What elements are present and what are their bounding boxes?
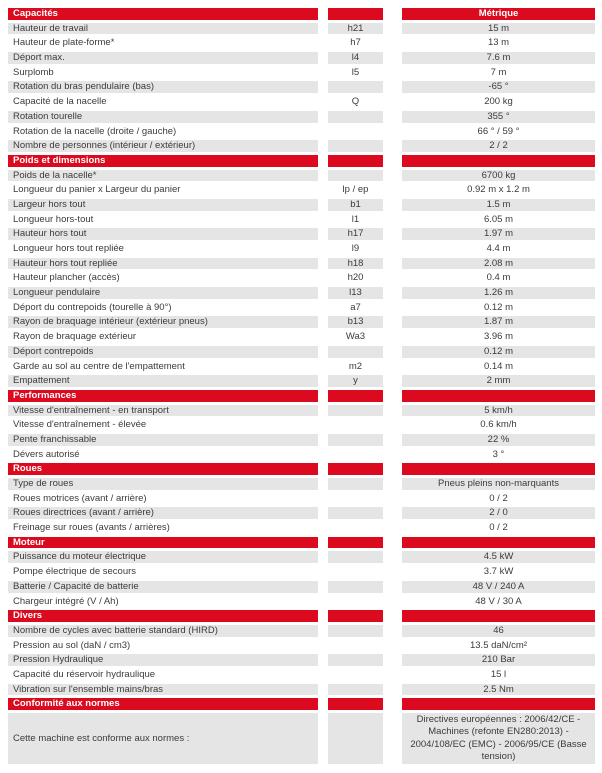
spec-label-cell: Garde au sol au centre de l'empattement xyxy=(13,360,185,372)
spec-row xyxy=(8,23,595,35)
spec-code-cell xyxy=(328,419,383,431)
spec-row xyxy=(8,243,595,255)
section-title: Poids et dimensions xyxy=(8,155,318,167)
spec-label-cell: Vibration sur l'ensemble mains/bras xyxy=(8,684,318,696)
spec-label-cell: Roues directrices (avant / arrière) xyxy=(8,507,318,519)
spec-value-cell: 2.5 Nm xyxy=(402,684,595,696)
spec-label-cell: Empattement xyxy=(8,375,318,387)
spec-row xyxy=(8,258,595,270)
spec-value-cell: Pneus pleins non-marquants xyxy=(402,478,595,490)
spec-value-cell: 1.26 m xyxy=(402,287,595,299)
section-header-row xyxy=(8,8,595,20)
spec-label-cell: Rotation de la nacelle (droite / gauche) xyxy=(13,125,177,137)
spec-row xyxy=(8,126,595,138)
spec-label-cell: Capacité de la nacelle xyxy=(13,96,107,108)
spec-row xyxy=(8,596,595,608)
section-title: Divers xyxy=(8,610,318,622)
spec-row xyxy=(8,214,595,226)
section-header-code-cell xyxy=(328,610,383,622)
spec-code-cell: h17 xyxy=(328,228,383,240)
spec-value-cell: 2.08 m xyxy=(402,258,595,270)
spec-label-cell: Dévers autorisé xyxy=(13,448,80,460)
section-header-code-cell xyxy=(328,537,383,549)
section-header-row xyxy=(8,390,595,402)
spec-value-cell: 15 m xyxy=(402,23,595,35)
spec-label-cell: Chargeur intégré (V / Ah) xyxy=(13,595,119,607)
spec-row xyxy=(8,507,595,519)
spec-label-cell: Hauteur de plate-forme* xyxy=(13,37,115,49)
spec-code-cell xyxy=(328,566,383,578)
spec-row xyxy=(8,419,595,431)
spec-row xyxy=(8,478,595,490)
spec-row xyxy=(8,331,595,343)
section-header-row xyxy=(8,155,595,167)
section-header-value-cell xyxy=(402,390,595,402)
spec-code-cell: b13 xyxy=(328,316,383,328)
spec-value-cell: 22 % xyxy=(402,434,595,446)
spec-label-cell: Déport max. xyxy=(8,52,318,64)
spec-code-cell xyxy=(328,713,383,764)
spec-row xyxy=(8,713,595,764)
spec-value-cell: 48 V / 30 A xyxy=(475,595,522,607)
spec-value-cell: 1.5 m xyxy=(402,199,595,211)
spec-code-cell xyxy=(328,596,383,608)
section-header-row xyxy=(8,463,595,475)
spec-row xyxy=(8,640,595,652)
spec-value-cell: 48 V / 240 A xyxy=(402,581,595,593)
spec-row xyxy=(8,654,595,666)
spec-label-cell: Hauteur plancher (accès) xyxy=(13,272,120,284)
spec-code-cell xyxy=(328,111,383,123)
spec-value-cell: 0.6 km/h xyxy=(480,419,517,431)
section-header-code-cell xyxy=(328,463,383,475)
spec-value-cell: 3.96 m xyxy=(483,331,514,343)
spec-label-cell: Pression Hydraulique xyxy=(8,654,318,666)
spec-row xyxy=(8,493,595,505)
spec-value-cell: 5 km/h xyxy=(402,405,595,417)
spec-row xyxy=(8,52,595,64)
spec-code-cell xyxy=(328,507,383,519)
spec-code-cell xyxy=(328,581,383,593)
spec-label-cell: Type de roues xyxy=(8,478,318,490)
spec-value-cell: 0 / 2 xyxy=(489,522,508,534)
spec-value-cell: 66 ° / 59 ° xyxy=(477,125,520,137)
spec-label-cell: Freinage sur roues (avants / arrières) xyxy=(13,522,170,534)
spec-value-cell: 7.6 m xyxy=(402,52,595,64)
spec-label-cell: Batterie / Capacité de batterie xyxy=(8,581,318,593)
spec-value-cell: 0.12 m xyxy=(402,346,595,358)
spec-row xyxy=(8,375,595,387)
spec-value-cell: 355 ° xyxy=(402,111,595,123)
spec-label-cell: Largeur hors tout xyxy=(8,199,318,211)
spec-code-cell: b1 xyxy=(328,199,383,211)
spec-label-cell: Vitesse d'entraînement - élevée xyxy=(13,419,147,431)
spec-code-cell xyxy=(328,170,383,182)
spec-label-cell: Longueur hors-tout xyxy=(13,213,94,225)
spec-value-cell: 0.4 m xyxy=(486,272,511,284)
spec-label-cell: Pression au sol (daN / cm3) xyxy=(13,639,131,651)
spec-value-cell: 0.14 m xyxy=(483,360,514,372)
spec-code-cell: h20 xyxy=(347,272,364,284)
value-column-header: Métrique xyxy=(402,8,595,20)
section-title: Conformité aux normes xyxy=(8,698,318,710)
spec-label-cell: Hauteur hors tout xyxy=(8,228,318,240)
spec-label-cell: Rotation tourelle xyxy=(8,111,318,123)
spec-code-cell: h21 xyxy=(328,23,383,35)
section-title: Capacités xyxy=(8,8,318,20)
spec-code-cell xyxy=(328,640,383,652)
spec-label-cell: Pente franchissable xyxy=(8,434,318,446)
spec-row xyxy=(8,170,595,182)
spec-code-cell: l5 xyxy=(351,66,360,78)
spec-value-cell: 1.87 m xyxy=(402,316,595,328)
spec-code-cell xyxy=(328,625,383,637)
spec-code-cell: l9 xyxy=(351,243,360,254)
spec-label-cell: Rayon de braquage intérieur (extérieur pneus) xyxy=(8,316,318,328)
section-header-row xyxy=(8,537,595,549)
section-header-row xyxy=(8,698,595,710)
spec-row xyxy=(8,37,595,49)
spec-code-cell xyxy=(328,449,383,461)
spec-label-cell: Pompe électrique de secours xyxy=(13,566,137,578)
spec-code-cell xyxy=(328,684,383,696)
spec-code-cell xyxy=(328,405,383,417)
spec-value-cell: 2 / 2 xyxy=(402,140,595,152)
spec-code-cell: h18 xyxy=(328,258,383,270)
spec-value-cell: 6.05 m xyxy=(483,213,514,225)
spec-label-cell: Longueur pendulaire xyxy=(8,287,318,299)
spec-row xyxy=(8,405,595,417)
spec-row xyxy=(8,581,595,593)
spec-value-cell: 1.97 m xyxy=(402,228,595,240)
spec-label-cell: Hauteur de travail xyxy=(8,23,318,35)
spec-value-cell: 0 / 2 xyxy=(489,492,508,504)
spec-value-cell: 6700 kg xyxy=(402,170,595,182)
spec-row xyxy=(8,272,595,284)
spec-row xyxy=(8,522,595,534)
spec-value-cell: Directives européennes : 2006/42/CE - Machines (refonte EN280:2013) - 2004/108/EC (EMC) - 2006/95/CE (Basse tension) xyxy=(402,713,595,764)
spec-label-cell: Nombre de cycles avec batterie standard (HIRD) xyxy=(8,625,318,637)
spec-code-cell: Q xyxy=(351,96,360,108)
spec-row xyxy=(8,669,595,681)
spec-code-cell: h7 xyxy=(350,37,361,49)
spec-value-cell: 2 mm xyxy=(402,375,595,387)
spec-code-cell: m2 xyxy=(348,360,363,372)
spec-row xyxy=(8,140,595,152)
spec-value-cell: 3 ° xyxy=(492,448,505,460)
spec-code-cell xyxy=(328,126,383,138)
section-header-code-cell xyxy=(328,155,383,167)
spec-row xyxy=(8,361,595,373)
spec-label-cell: Cette machine est conforme aux normes : xyxy=(8,713,318,764)
spec-code-cell xyxy=(328,551,383,563)
spec-row xyxy=(8,67,595,79)
section-title: Performances xyxy=(8,390,318,402)
section-header-value-cell xyxy=(402,155,595,167)
spec-label-cell: Poids de la nacelle* xyxy=(8,170,318,182)
section-header-code-cell xyxy=(328,390,383,402)
spec-row xyxy=(8,625,595,637)
section-header-code-cell xyxy=(328,8,383,20)
spec-code-cell xyxy=(328,493,383,505)
spec-row xyxy=(8,111,595,123)
spec-code-cell: l1 xyxy=(351,213,360,225)
spec-row xyxy=(8,302,595,314)
spec-row xyxy=(8,228,595,240)
spec-value-cell: 0.12 m xyxy=(483,301,514,313)
spec-row xyxy=(8,449,595,461)
spec-row xyxy=(8,81,595,93)
spec-label-cell: Longueur du panier x Largeur du panier xyxy=(13,184,181,196)
spec-label-cell: Déport contrepoids xyxy=(8,346,318,358)
spec-label-cell: Puissance du moteur électrique xyxy=(8,551,318,563)
spec-row xyxy=(8,316,595,328)
spec-code-cell xyxy=(328,522,383,534)
spec-value-cell: 0.92 m x 1.2 m xyxy=(467,184,530,196)
section-title: Roues xyxy=(8,463,318,475)
spec-label-cell: Hauteur hors tout repliée xyxy=(8,258,318,270)
spec-value-cell: 200 kg xyxy=(484,96,513,108)
spec-code-cell: Wa3 xyxy=(345,331,366,343)
spec-code-cell: lp / ep xyxy=(342,184,369,196)
spec-value-cell: 4.5 kW xyxy=(402,551,595,563)
spec-label-cell: Rotation du bras pendulaire (bas) xyxy=(8,81,318,93)
spec-label-cell: Vitesse d'entraînement - en transport xyxy=(8,405,318,417)
spec-code-cell xyxy=(328,140,383,152)
spec-label-cell: Nombre de personnes (intérieur / extérieur) xyxy=(8,140,318,152)
section-header-value-cell xyxy=(402,463,595,475)
spec-row xyxy=(8,551,595,563)
spec-value-cell: 7 m xyxy=(490,66,507,78)
spec-code-cell xyxy=(328,654,383,666)
spec-label-cell: Roues motrices (avant / arrière) xyxy=(13,492,147,504)
spec-value-cell: 46 xyxy=(402,625,595,637)
spec-row xyxy=(8,566,595,578)
spec-code-cell: l4 xyxy=(328,52,383,64)
spec-row xyxy=(8,434,595,446)
spec-label-cell: Surplomb xyxy=(13,66,54,78)
spec-value-cell: 15 l xyxy=(490,668,507,680)
spec-row xyxy=(8,184,595,196)
spec-code-cell: a7 xyxy=(350,301,361,313)
spec-table xyxy=(8,8,595,764)
spec-code-cell: y xyxy=(328,375,383,387)
spec-row xyxy=(8,346,595,358)
section-header-value-cell xyxy=(402,537,595,549)
section-header-code-cell xyxy=(328,698,383,710)
spec-value-cell: 210 Bar xyxy=(402,654,595,666)
section-header-row xyxy=(8,610,595,622)
section-header-value-cell xyxy=(402,698,595,710)
spec-value-cell: -65 ° xyxy=(402,81,595,93)
spec-code-cell xyxy=(328,669,383,681)
spec-value-cell: 13.5 daN/cm² xyxy=(469,639,528,651)
section-header-value-cell xyxy=(402,610,595,622)
spec-code-cell xyxy=(328,478,383,490)
spec-row xyxy=(8,199,595,211)
spec-value-cell: 13 m xyxy=(487,37,510,49)
spec-row xyxy=(8,96,595,108)
spec-code-cell xyxy=(328,81,383,93)
spec-code-cell xyxy=(328,346,383,358)
spec-value-cell: 2 / 0 xyxy=(402,507,595,519)
spec-label-cell: Déport du contrepoids (tourelle à 90°) xyxy=(13,301,172,313)
spec-row xyxy=(8,684,595,696)
spec-value-cell: 4.4 m xyxy=(486,243,511,254)
spec-label-cell: Capacité du réservoir hydraulique xyxy=(13,668,156,680)
spec-row xyxy=(8,287,595,299)
section-title: Moteur xyxy=(8,537,318,549)
spec-label-cell: Rayon de braquage extérieur xyxy=(13,331,137,343)
spec-code-cell xyxy=(328,434,383,446)
spec-value-cell: 3.7 kW xyxy=(483,566,514,578)
spec-code-cell: l13 xyxy=(328,287,383,299)
spec-label-cell: Longueur hors tout repliée xyxy=(13,243,124,254)
